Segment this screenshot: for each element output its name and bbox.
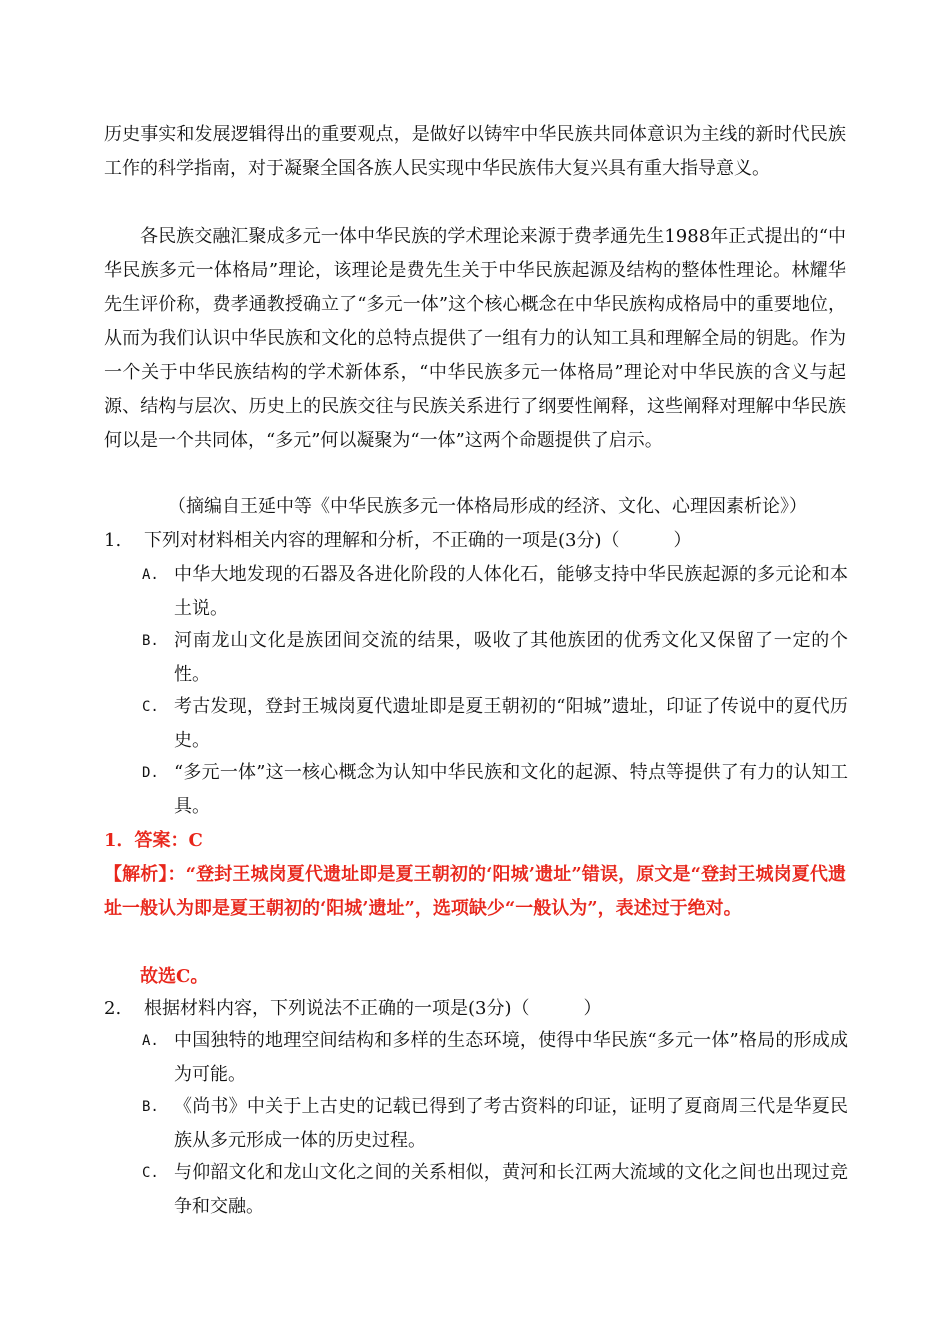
option-text: 与仰韶文化和龙山文化之间的关系相似，黄河和长江两大流域的文化之间也出现过竞争和交融。	[174, 1162, 848, 1217]
option-text: 中国独特的地理空间结构和多样的生态环境，使得中华民族“多元一体”格局的形成成为可能。	[174, 1030, 848, 1085]
question-1-option-c	[142, 690, 848, 758]
question-2-stem	[104, 992, 864, 1026]
option-label: B.	[142, 1099, 159, 1115]
question-text: 下列对材料相关内容的理解和分析，不正确的一项是(3分)（ ）	[144, 530, 692, 551]
answer-1-conclusion: 故选C。	[140, 966, 209, 987]
question-1-stem	[104, 524, 864, 558]
paragraph-continued: 历史事实和发展逻辑得出的重要观点，是做好以铸牢中华民族共同体意识为主线的新时代民族工作的科学指南，对于凝聚全国各族人民实现中华民族伟大复兴具有重大指导意义。	[104, 124, 846, 179]
option-label: C.	[142, 699, 159, 715]
analysis-label: 【解析】：	[104, 864, 186, 885]
question-2-option-b	[142, 1090, 848, 1158]
question-number: 2.	[104, 998, 122, 1019]
paragraph-theory: 各民族交融汇聚成多元一体中华民族的学术理论来源于费孝通先生1988年正式提出的“中华民族多元一体格局”理论，该理论是费先生关于中华民族起源及结构的整体性理论。林耀华先生评价称，费孝通教授确立了“多元一体”这个核心概念在中华民族构成格局中的重要地位，从而为我们认识中华民族和文化的总特点提供了一组有力的认知工具和理解全局的钥匙。作为一个关于中华民族结构的学术新体系，“中华民族多元一体格局”理论对中华民族的含义与起源、结构与层次、历史上的民族交往与民族关系进行了纲要性阐释，这些阐释对理解中华民族何以是一个共同体，“多元”何以凝聚为“一体”这两个命题提供了启示。	[104, 226, 846, 451]
question-text: 根据材料内容，下列说法不正确的一项是(3分)（ ）	[144, 998, 602, 1019]
option-text: 河南龙山文化是族团间交流的结果，吸收了其他族团的优秀文化又保留了一定的个性。	[174, 630, 848, 685]
question-1-option-d	[142, 756, 848, 824]
option-label: A.	[142, 567, 159, 583]
analysis-text: “登封王城岗夏代遗址即是夏王朝初的‘阳城’遗址”错误，原文是“登封王城岗夏代遗址一般认为即是夏王朝初的‘阳城’遗址”，选项缺少“一般认为”，表述过于绝对。	[104, 864, 847, 919]
question-2-option-c	[142, 1156, 848, 1224]
answer-1-line: 1．答案：C	[104, 830, 203, 851]
option-text: 考古发现，登封王城岗夏代遗址即是夏王朝初的“阳城”遗址，印证了传说中的夏代历史。	[174, 696, 848, 751]
option-text: “多元一体”这一核心概念为认知中华民族和文化的起源、特点等提供了有力的认知工具。	[174, 762, 848, 817]
option-label: B.	[142, 633, 159, 649]
question-2-option-a	[142, 1024, 848, 1092]
source-citation: （摘编自王延中等《中华民族多元一体格局形成的经济、文化、心理因素析论》）	[168, 496, 807, 517]
option-text: 《尚书》中关于上古史的记载已得到了考古资料的印证，证明了夏商周三代是华夏民族从多元形成一体的历史过程。	[174, 1096, 848, 1151]
question-1-option-b	[142, 624, 848, 692]
option-text: 中华大地发现的石器及各进化阶段的人体化石，能够支持中华民族起源的多元论和本土说。	[174, 564, 848, 619]
question-1-option-a	[142, 558, 848, 626]
option-label: C.	[142, 1165, 159, 1181]
option-label: D.	[142, 765, 159, 781]
option-label: A.	[142, 1033, 159, 1049]
question-number: 1.	[104, 530, 122, 551]
answer-1-analysis	[104, 858, 846, 926]
